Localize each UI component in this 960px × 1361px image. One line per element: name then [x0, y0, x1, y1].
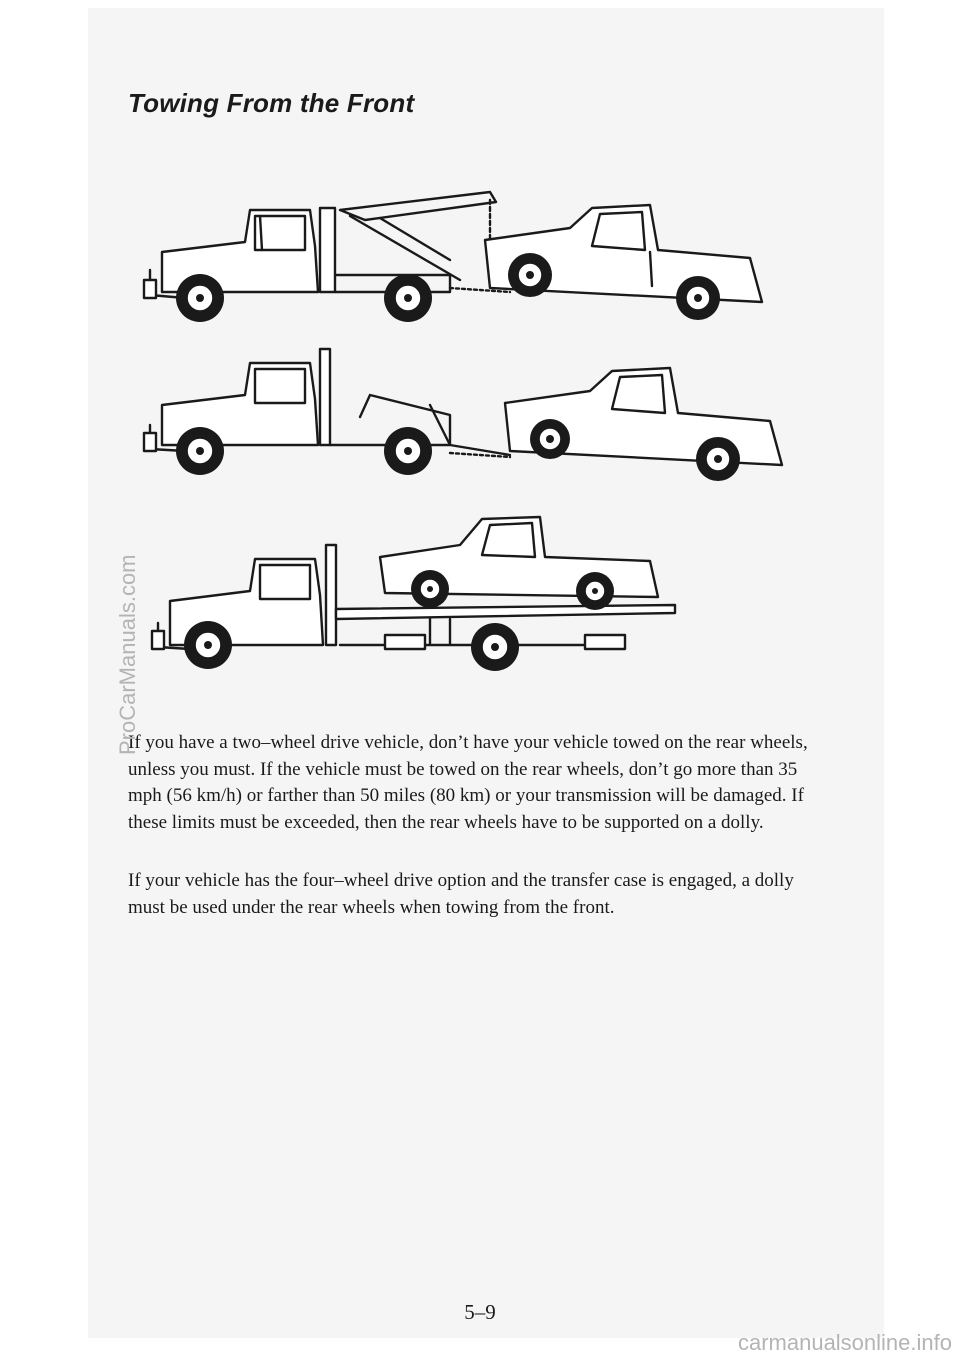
tow-truck-sling-icon: [130, 180, 810, 340]
watermark-left: ProCarManuals.com: [115, 554, 140, 755]
tow-truck-wheel-lift-icon: [130, 345, 810, 485]
car-carrier-icon: [130, 505, 810, 685]
paragraph-four-wheel-drive: If your vehicle has the four–wheel drive option and the transfer case is engaged, a dolly must be used under the rear wheels when towing from the front.: [128, 870, 794, 918]
paragraph-two-wheel-drive: If you have a two–wheel drive vehicle, don’t have your vehicle towed on the rear wheels, unless you must. If the vehicle must be towed on the rear wheels, don’t go more than 35 mph (56 km/h) or farther than 50 miles (80 km) or your transmission will be damaged. If these limits must be exceeded, then the rear wheels have to be supported on a dolly.: [128, 732, 808, 833]
watermark-bottom: carmanualsonline.info: [737, 1330, 952, 1355]
page-number: 5–9: [464, 1300, 496, 1324]
page-title: Towing From the Front: [128, 88, 415, 118]
